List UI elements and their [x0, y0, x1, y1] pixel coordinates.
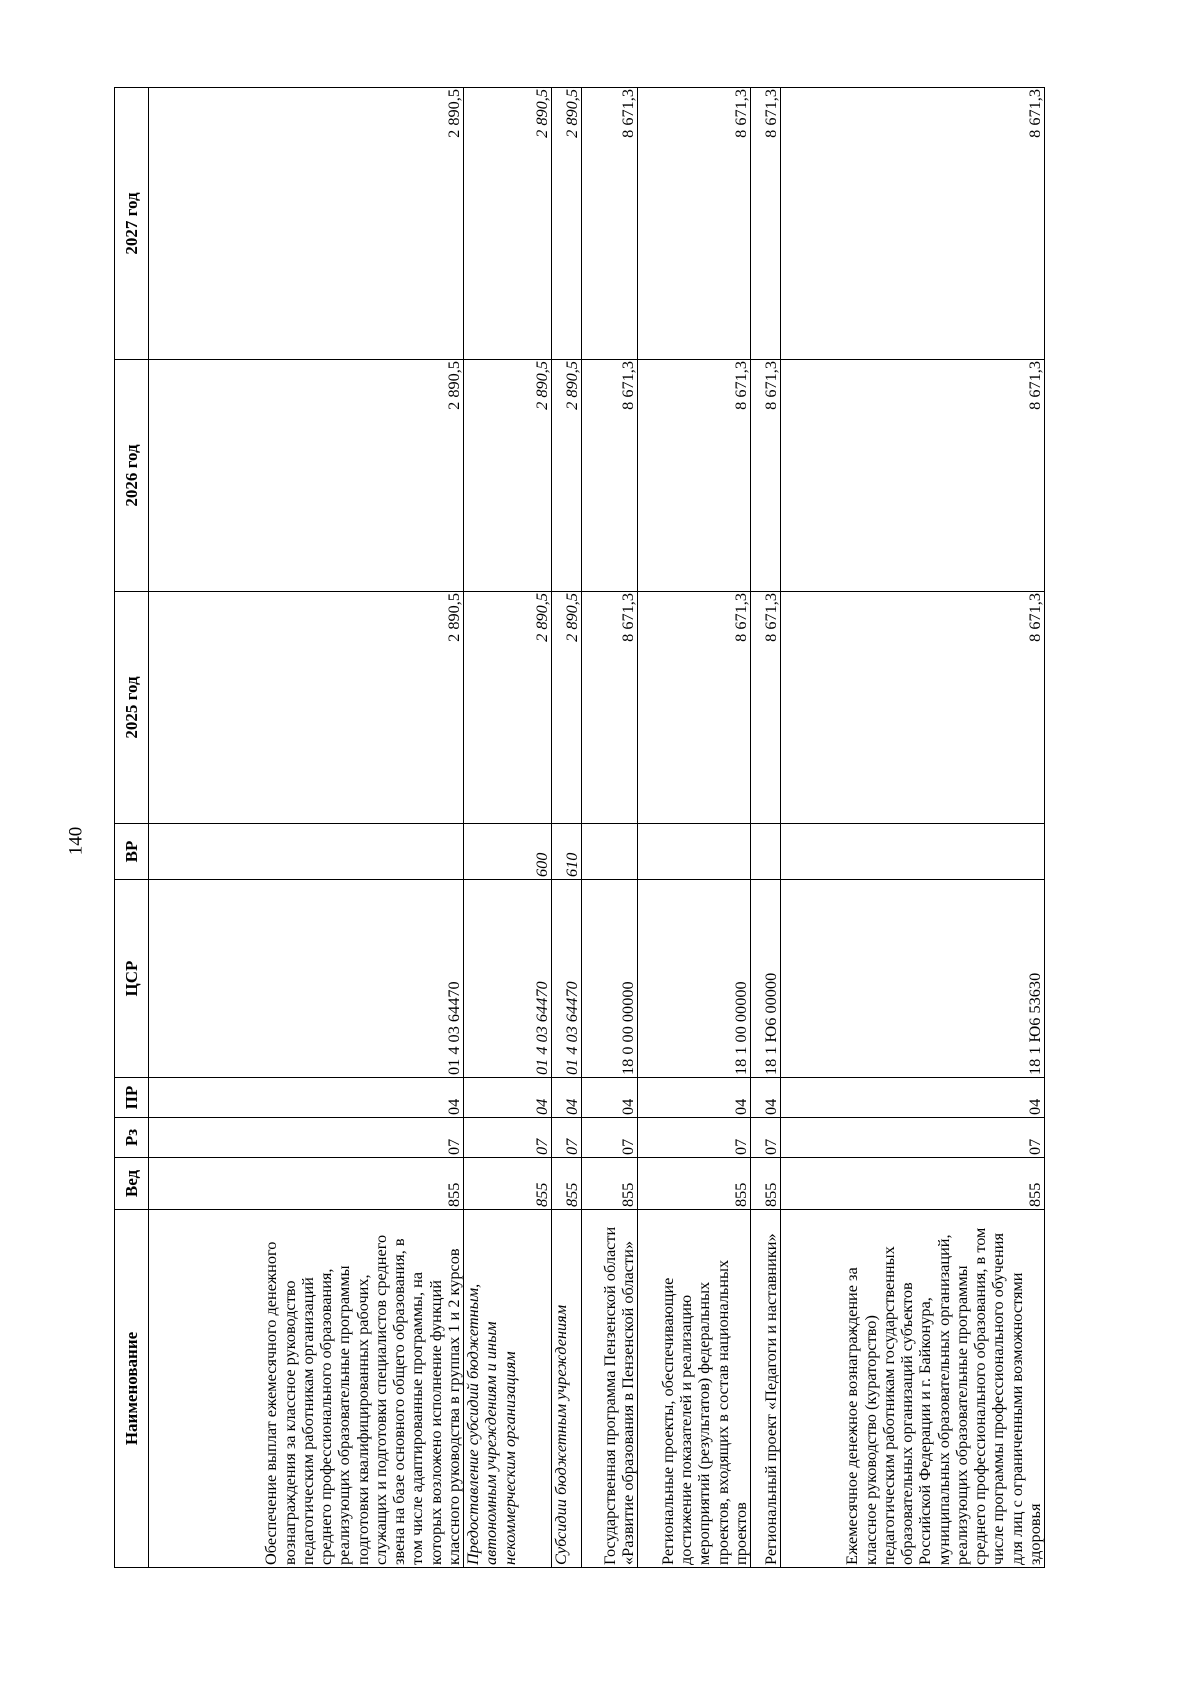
row-rz: 07: [781, 1118, 1045, 1158]
row-2027: 8 671,3: [781, 88, 1045, 360]
row-2025: 2 890,5: [552, 592, 582, 824]
row-csr: 18 1 Ю6 00000: [751, 880, 781, 1078]
row-name: Региональные проекты, обеспечивающие достижение показателей и реализацию мероприятий (результатов) федеральных проектов, входящих в состав национальных проектов: [638, 1210, 751, 1568]
row-vr: [751, 824, 781, 880]
row-2026: 8 671,3: [751, 360, 781, 592]
row-vr: [781, 824, 1045, 880]
row-2027: 8 671,3: [751, 88, 781, 360]
row-name: Региональный проект «Педагоги и наставники»: [751, 1210, 781, 1568]
row-2025: 8 671,3: [781, 592, 1045, 824]
row-2025: 2 890,5: [464, 592, 552, 824]
row-csr: 18 1 00 00000: [638, 880, 751, 1078]
row-2026: 2 890,5: [149, 360, 464, 592]
row-2026: 2 890,5: [552, 360, 582, 592]
header-row: [115, 88, 149, 1568]
row-pr: 04: [552, 1078, 582, 1118]
row-2025: 8 671,3: [751, 592, 781, 824]
col-header-2026: 2026 год: [115, 360, 149, 592]
row-ved: 855: [781, 1158, 1045, 1210]
row-rz: 07: [464, 1118, 552, 1158]
row-pr: 04: [781, 1078, 1045, 1118]
table-row: [464, 88, 552, 1568]
table-row: [781, 88, 1045, 1568]
table-row: [552, 88, 582, 1568]
row-2026: 8 671,3: [638, 360, 751, 592]
budget-table: [114, 87, 1045, 1568]
row-pr: 04: [464, 1078, 552, 1118]
row-csr: 18 1 Ю6 53630: [781, 880, 1045, 1078]
table-row: [582, 88, 638, 1568]
row-vr: [149, 824, 464, 880]
row-2027: 2 890,5: [149, 88, 464, 360]
row-2027: 2 890,5: [552, 88, 582, 360]
page-number: 140: [65, 826, 87, 856]
row-vr: [582, 824, 638, 880]
row-ved: 855: [552, 1158, 582, 1210]
row-2027: 2 890,5: [464, 88, 552, 360]
col-header-pr: ПР: [115, 1078, 149, 1118]
rotated-table-container: [114, 88, 1044, 1568]
col-header-ved: Вед: [115, 1158, 149, 1210]
table-row: [149, 88, 464, 1568]
row-pr: 04: [582, 1078, 638, 1118]
row-pr: 04: [751, 1078, 781, 1118]
table-row: [638, 88, 751, 1568]
row-2026: 2 890,5: [464, 360, 552, 592]
row-2026: 8 671,3: [781, 360, 1045, 592]
table-row: [751, 88, 781, 1568]
col-header-csr: ЦСР: [115, 880, 149, 1078]
row-csr: 18 0 00 00000: [582, 880, 638, 1078]
row-vr: 600: [464, 824, 552, 880]
row-2025: 2 890,5: [149, 592, 464, 824]
row-rz: 07: [149, 1118, 464, 1158]
row-2027: 8 671,3: [638, 88, 751, 360]
row-ved: 855: [582, 1158, 638, 1210]
col-header-vr: ВР: [115, 824, 149, 880]
row-ved: 855: [464, 1158, 552, 1210]
row-2027: 8 671,3: [582, 88, 638, 360]
row-csr: 01 4 03 64470: [149, 880, 464, 1078]
row-name: Предоставление субсидий бюджетным, автономным учреждениям и иным некоммерческим организациям: [464, 1210, 552, 1568]
row-name: Обеспечение выплат ежемесячного денежного вознаграждения за классное руководство педагогическим работникам организаций среднего профессионального образования, реализующих образовательные программы подготовки квалифицированных рабочих, служащих и подготовки специалистов среднего звена на базе основного общего образования, в том числе адаптированные программы, на которых возложено исполнение функций классного руководства в группах 1 и 2 курсов: [149, 1210, 464, 1568]
row-vr: 610: [552, 824, 582, 880]
row-ved: 855: [751, 1158, 781, 1210]
col-header-rz: Рз: [115, 1118, 149, 1158]
row-2026: 8 671,3: [582, 360, 638, 592]
row-name: Субсидии бюджетным учреждениям: [552, 1210, 582, 1568]
row-ved: 855: [149, 1158, 464, 1210]
row-vr: [638, 824, 751, 880]
row-2025: 8 671,3: [582, 592, 638, 824]
row-pr: 04: [638, 1078, 751, 1118]
col-header-2027: 2027 год: [115, 88, 149, 360]
col-header-name: Наименование: [115, 1210, 149, 1568]
row-name: Ежемесячное денежное вознаграждение за классное руководство (кураторство) педагогическим работникам государственных образовательных организаций субъектов Российской Федерации и г. Байконура, муниципальных образовательных организаций, реализующих образовательные программы среднего профессионального образования, в том числе программы профессионального обучения для лиц с ограниченными возможностями здоровья: [781, 1210, 1045, 1568]
row-name: Государственная программа Пензенской области «Развитие образования в Пензенской области»: [582, 1210, 638, 1568]
row-csr: 01 4 03 64470: [552, 880, 582, 1078]
row-csr: 01 4 03 64470: [464, 880, 552, 1078]
row-rz: 07: [552, 1118, 582, 1158]
row-pr: 04: [149, 1078, 464, 1118]
row-2025: 8 671,3: [638, 592, 751, 824]
col-header-2025: 2025 год: [115, 592, 149, 824]
row-ved: 855: [638, 1158, 751, 1210]
row-rz: 07: [582, 1118, 638, 1158]
row-rz: 07: [638, 1118, 751, 1158]
row-rz: 07: [751, 1118, 781, 1158]
